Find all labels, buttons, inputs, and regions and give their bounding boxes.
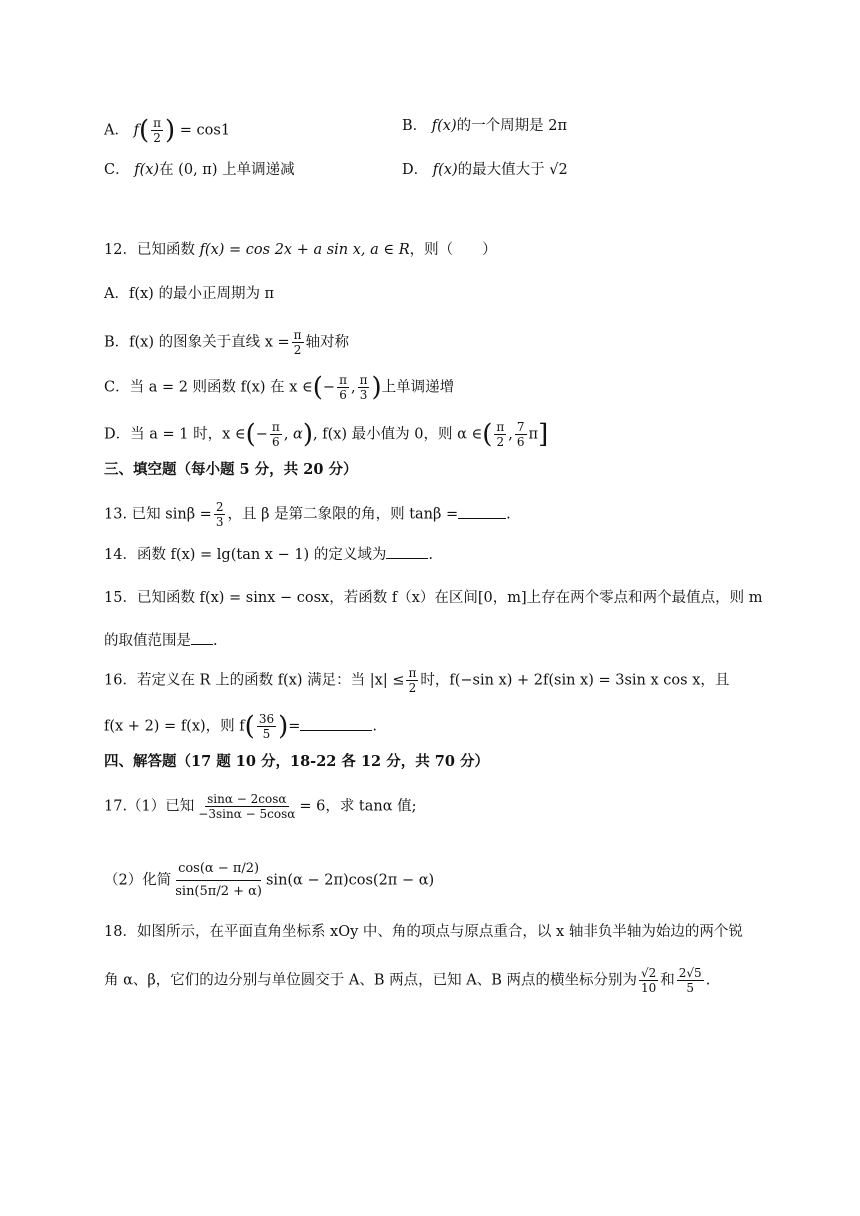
numerator: π [293, 328, 302, 342]
q16-line1 [104, 666, 729, 695]
question-text: 角 α、β，它们的边分别与单位圆交于 A、B 两点，已知 A、B 两点的横坐标分别为 [104, 972, 637, 989]
denominator: 3 [215, 515, 224, 529]
denominator: −3sinα − 5cosα [198, 807, 296, 821]
question-text: 时，f(−sin x) + 2f(sin x) = 3sin x cos x，且 [420, 672, 730, 689]
q11-option-b [402, 116, 567, 136]
q16-line2: f(x + 2) = f(x)，则 f( $\frac{36}{5}$ )= . [104, 711, 378, 742]
question-text: 和 [660, 972, 675, 989]
denominator: 5 [686, 981, 695, 995]
numerator: π [408, 666, 417, 680]
question-text: ，且 β 是第二象限的角，则 tanβ = [227, 506, 459, 523]
punctuation: . [705, 972, 711, 989]
q18-line2 [104, 966, 710, 995]
formula: f(x) = cos 2x + a sin x, a ∈ R [199, 242, 410, 258]
answer-blank [386, 544, 428, 559]
numerator: 2√5 [678, 966, 702, 980]
denominator: 3 [359, 388, 368, 402]
q12-option-d: D．当 a = 1 时，x ∈(− $\frac{\pi}{6}$ , α), f(x) 最小值为 0，则 α ∈( $\frac{\pi}{2}$ , $\frac{7}{6}$ π] [104, 419, 549, 450]
option-text: 上单调递增 [381, 379, 455, 396]
question-text: （2）化简 [104, 872, 172, 889]
section-heading: 四、解答题（17 题 10 分，18-22 各 12 分，共 70 分） [104, 753, 489, 770]
fraction [173, 858, 264, 903]
answer-blank [191, 630, 213, 645]
numerator: π [271, 420, 280, 434]
question-text: ，则（ ） [409, 242, 497, 258]
option-text: 在 (0, π) 上单调递减 [159, 162, 295, 178]
question-text: 13. 已知 sinβ = [104, 506, 212, 523]
question-text: 12．已知函数 [104, 242, 195, 258]
fraction [358, 373, 370, 402]
q17-part2 [104, 858, 434, 903]
denominator: sin(5π/2 + α) [175, 884, 262, 899]
fraction [639, 966, 658, 995]
q12-option-c: C．当 a = 2 则函数 f(x) 在 x ∈(− $\frac{\pi}{6}$ , $\frac{\pi}{3}$ )上单调递增 [104, 372, 455, 403]
denominator: 5 [262, 727, 271, 741]
question-text: 16．若定义在 R 上的函数 f(x) 满足：当 |x| ≤ [104, 672, 405, 689]
denominator: 2 [408, 681, 417, 695]
denominator: 2 [153, 131, 161, 145]
option-text: B．f(x) 的图象关于直线 x = [104, 334, 290, 351]
numerator: sinα − 2cosα [207, 792, 287, 806]
option-label: D． [402, 162, 429, 178]
section-heading: 三、填空题（每小题 5 分，共 20 分） [104, 461, 358, 478]
question-text: = [288, 718, 301, 735]
fraction [515, 420, 527, 449]
numerator: √2 [640, 966, 657, 980]
option-text: D．当 a = 1 时，x ∈ [104, 426, 246, 443]
punctuation: . [506, 506, 511, 523]
function-symbol: f [133, 122, 139, 139]
answer-blank [300, 716, 372, 731]
numerator: π [359, 373, 368, 387]
option-text: 的一个周期是 2π [456, 118, 567, 134]
question-text: f(x + 2) = f(x)，则 f [104, 718, 245, 735]
fraction [151, 116, 163, 145]
fraction [270, 420, 282, 449]
fraction [337, 373, 349, 402]
q12-stem [104, 240, 497, 260]
q12-option-a: A．f(x) 的最小正周期为 π [104, 286, 275, 302]
option-text: C．当 a = 2 则函数 f(x) 在 x ∈ [104, 379, 313, 396]
q11-option-c [104, 160, 295, 180]
punctuation: . [428, 547, 433, 563]
q17-part1 [104, 792, 417, 821]
option-text: = cos1 [179, 122, 231, 139]
fraction [406, 666, 418, 695]
option-label: B． [402, 118, 428, 134]
function-expr: f(x) [431, 118, 457, 134]
q18-line1: 18．如图所示，在平面直角坐标系 xOy 中、角的项点与原点重合，以 x 轴非负半轴为始边的两个锐 [104, 924, 743, 940]
answer-blank [458, 504, 506, 519]
fraction [257, 712, 276, 741]
q15-line2 [104, 630, 218, 651]
numerator: cos(α − π/2) [176, 858, 261, 881]
option-label: C． [104, 162, 130, 178]
fraction [196, 792, 297, 821]
numerator: π [339, 373, 347, 387]
q11-option-d [402, 160, 568, 180]
numerator: 2 [215, 500, 224, 514]
question-text: = 6，求 tanα 值; [299, 798, 417, 815]
option-text: 的最大值大于 √2 [457, 162, 568, 178]
option-text: 轴对称 [305, 334, 350, 351]
q14 [104, 544, 433, 565]
numerator: 7 [516, 420, 525, 434]
q12-option-b [104, 328, 349, 357]
option-label: A． [104, 122, 129, 139]
fraction [214, 500, 226, 529]
q13 [104, 500, 511, 529]
function-expr: f(x) [432, 162, 458, 178]
denominator: 2 [496, 435, 505, 449]
numerator: π [153, 116, 162, 130]
punctuation: . [213, 633, 218, 649]
denominator: 6 [516, 435, 525, 449]
fraction [494, 420, 506, 449]
q11-option-a: A． f( $\frac{\pi}{2}$ ) = cos1 [104, 115, 231, 146]
question-text: 17.（1）已知 [104, 798, 195, 815]
question-text: 14．函数 f(x) = lg(tan x − 1) 的定义域为 [104, 547, 387, 563]
denominator: 10 [640, 981, 657, 995]
fraction [292, 328, 304, 357]
denominator: 2 [293, 343, 302, 357]
fraction [677, 966, 704, 995]
option-text: , f(x) 最小值为 0，则 α ∈ [312, 426, 483, 443]
numerator: 36 [258, 712, 275, 726]
question-text: sin(α − 2π)cos(2π − α) [265, 872, 435, 889]
function-expr: f(x) [134, 162, 160, 178]
numerator: π [496, 420, 505, 434]
denominator: 6 [272, 435, 280, 449]
punctuation: . [372, 718, 378, 735]
question-text: 的取值范围是 [104, 633, 191, 649]
q15-line1: 15．已知函数 f(x) = sinx − cosx，若函数 f（x）在区间[0，m]上存在两个零点和两个最值点，则 m [104, 590, 763, 606]
denominator: 6 [339, 388, 347, 402]
